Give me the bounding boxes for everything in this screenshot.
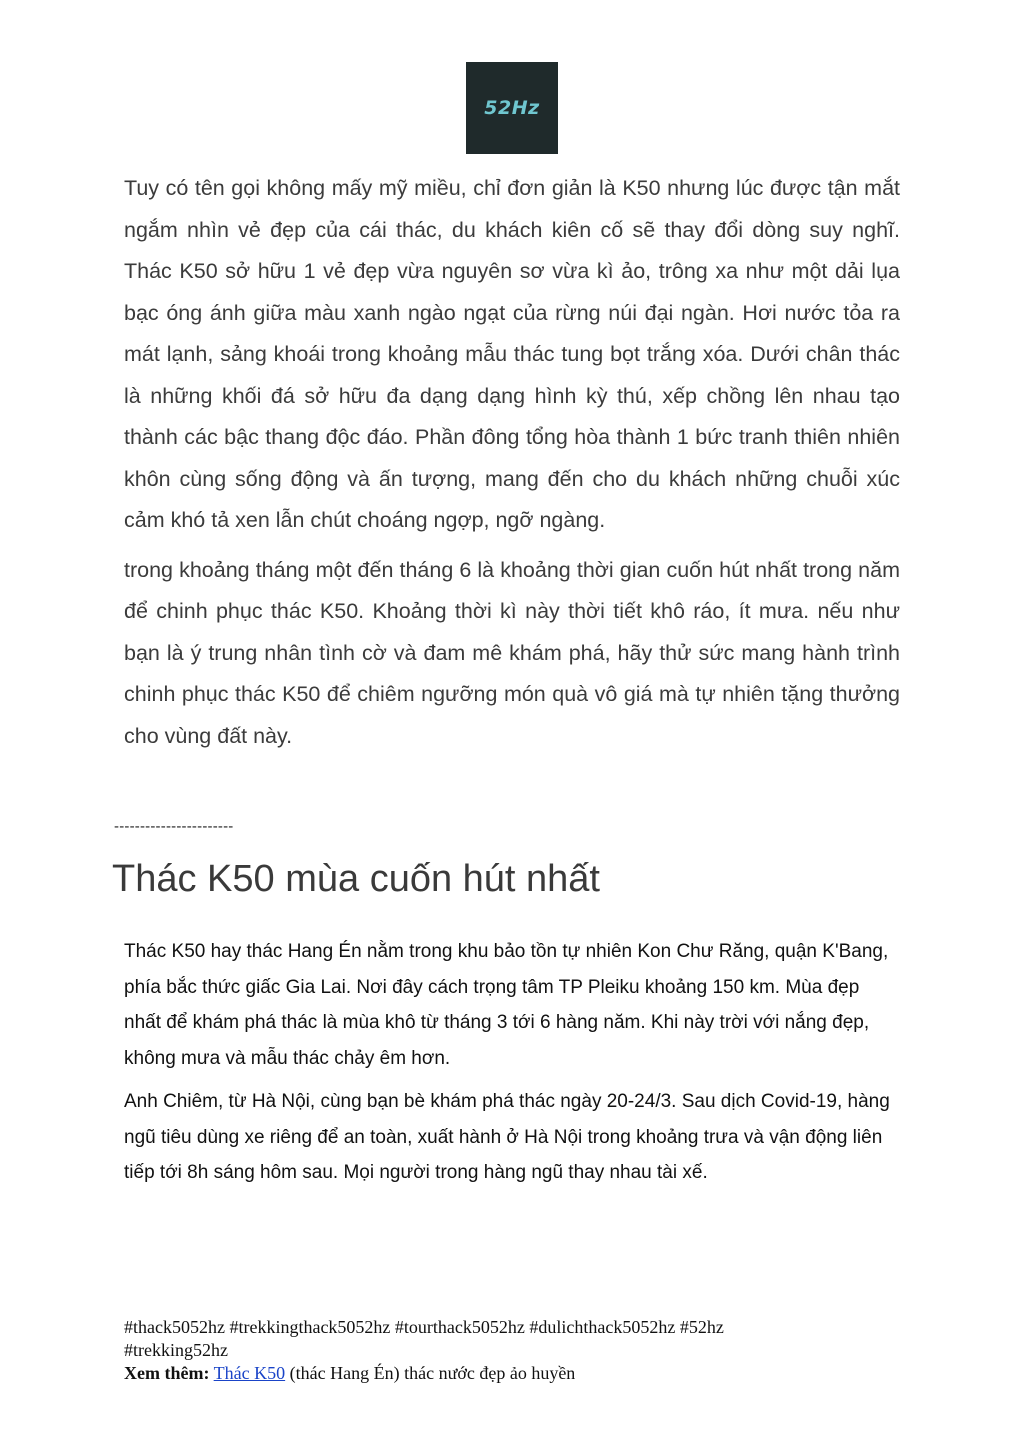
divider-line: ----------------------- xyxy=(114,818,234,835)
paragraph: Tuy có tên gọi không mấy mỹ miều, chỉ đơn giản là K50 nhưng lúc được tận mắt ngắm nhìn vẻ đẹp của cái thác, du khách kiên cố sẽ thay đổi dòng suy nghĩ. Thác K50 sở hữu 1 vẻ đẹp vừa nguyên sơ vừa kì ảo, trông xa như một dải lụa bạc óng ánh giữa màu xanh ngào ngạt của rừng núi đại ngàn. Hơi nước tỏa ra mát lạnh, sảng khoái trong khoảng mẫu thác tung bọt trắng xóa. Dưới chân thác là những khối đá sở hữu đa dạng dạng hình kỳ thú, xếp chồng lên nhau tạo thành các bậc thang độc đáo. Phần đông tổng hòa thành 1 bức tranh thiên nhiên khôn cùng sống động và ấn tượng, mang đến cho du khách những chuỗi xúc cảm khó tả xen lẫn chút choáng ngợp, ngỡ ngàng. xyxy=(124,176,900,532)
see-also-label: Xem thêm: xyxy=(124,1363,210,1383)
see-also-link[interactable]: Thác K50 xyxy=(213,1363,286,1383)
paragraph: trong khoảng tháng một đến tháng 6 là khoảng thời gian cuốn hút nhất trong năm để chinh phục thác K50. Khoảng thời kì này thời tiết khô ráo, ít mưa. nếu như bạn là ý trung nhân tình cờ và đam mê khám phá, hãy thử sức mang hành trình chinh phục thác K50 để chiêm ngưỡng món quà vô giá mà tự nhiên tặng thưởng cho vùng đất này. xyxy=(124,557,900,748)
see-also xyxy=(124,1362,904,1385)
footer xyxy=(124,1316,904,1385)
hashtags-line: #trekking52hz xyxy=(124,1340,228,1360)
logo-52hz xyxy=(466,62,558,154)
paragraph: Anh Chiêm, từ Hà Nội, cùng bạn bè khám phá thác ngày 20-24/3. Sau dịch Covid-19, hàng ngũ tiêu dùng xe riêng để an toàn, xuất hành ở Hà Nội trong khoảng trưa và vận động liên tiếp tới 8h sáng hôm sau. Mọi người trong hàng ngũ thay nhau tài xế. xyxy=(124,1091,890,1183)
article-section-2 xyxy=(124,934,892,1191)
hashtags-line: #thack5052hz #trekkingthack5052hz #tourthack5052hz #dulichthack5052hz #52hz xyxy=(124,1317,724,1337)
see-also-suffix: (thác Hang Én) thác nước đẹp ảo huyền xyxy=(285,1363,576,1383)
article-section-1 xyxy=(124,168,900,757)
section-heading: Thác K50 mùa cuốn hút nhất xyxy=(112,858,600,900)
logo-text: 52Hz xyxy=(484,97,540,119)
paragraph: Thác K50 hay thác Hang Én nằm trong khu bảo tồn tự nhiên Kon Chư Răng, quận K'Bang, phía bắc thức giấc Gia Lai. Nơi đây cách trọng tâm TP Pleiku khoảng 150 km. Mùa đẹp nhất để khám phá thác là mùa khô từ tháng 3 tới 6 hàng năm. Khi này trời với nắng đẹp, không mưa và mẫu thác chảy êm hơn. xyxy=(124,941,889,1069)
